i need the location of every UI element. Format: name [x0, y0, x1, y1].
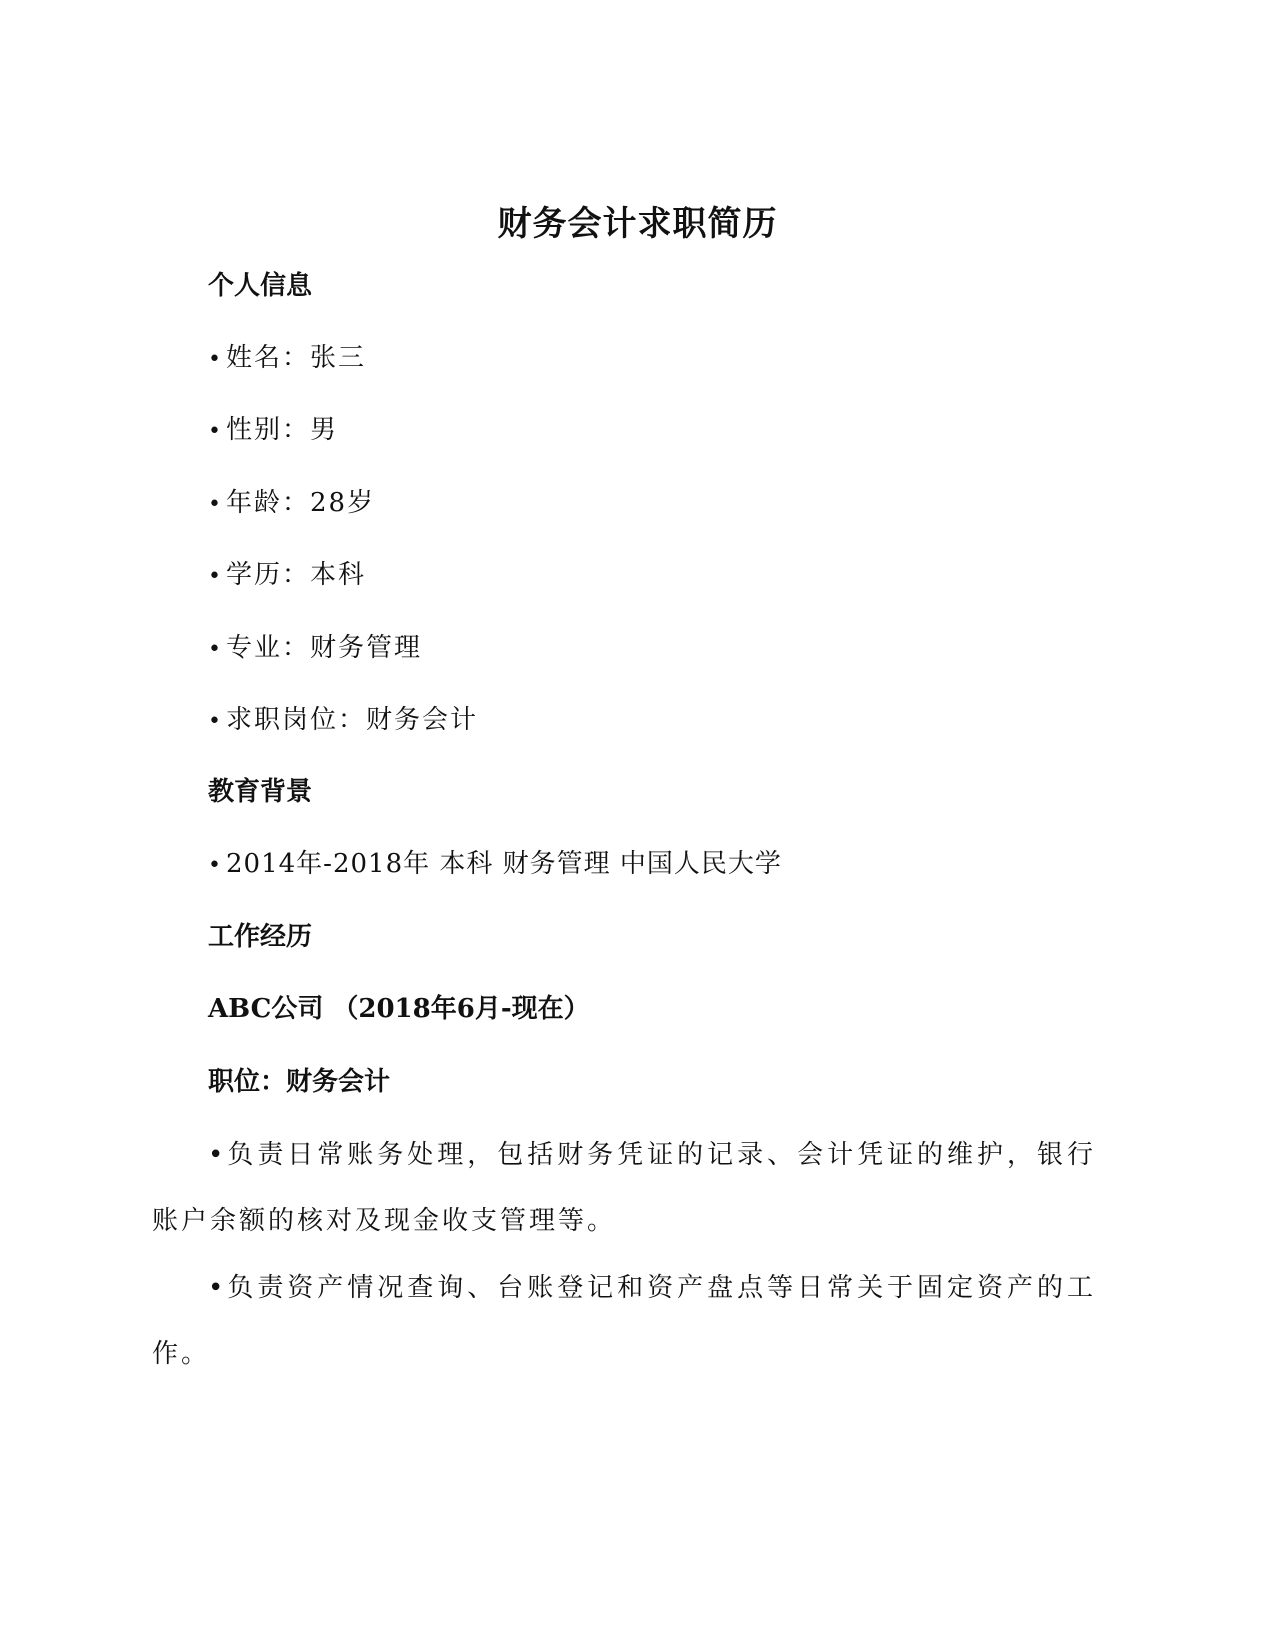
bullet-icon: • — [208, 419, 223, 444]
duty-text: 负责资产情况查询、台账登记和资产盘点等日常关于固定资产的工作。 — [152, 1273, 1096, 1369]
bullet-icon: • — [208, 347, 223, 372]
bullet-icon: • — [208, 492, 223, 517]
personal-info-education-text: 学历：本科 — [226, 560, 367, 590]
education-item — [208, 846, 782, 884]
education-item-text: 2014年-2018年 本科 财务管理 中国人民大学 — [226, 849, 782, 879]
position-line: 职位：财务会计 — [208, 1067, 391, 1097]
personal-info-item-age — [208, 485, 375, 523]
duty-paragraph — [152, 1122, 1096, 1254]
duty-text: 负责日常账务处理，包括财务凭证的记录、会计凭证的维护，银行账户余额的核对及现金收支管理等。 — [152, 1140, 1096, 1236]
bullet-icon: • — [208, 1273, 227, 1303]
bullet-icon: • — [208, 564, 223, 589]
personal-info-name-text: 姓名：张三 — [226, 343, 367, 373]
personal-info-item-position — [208, 702, 478, 740]
duty-paragraph — [152, 1255, 1096, 1387]
personal-info-item-education — [208, 557, 366, 595]
bullet-icon: • — [208, 1140, 227, 1170]
bullet-icon: • — [208, 853, 222, 878]
personal-info-position-text: 求职岗位：财务会计 — [226, 705, 479, 735]
bullet-icon: • — [208, 709, 223, 734]
section-heading-work-experience: 工作经历 — [208, 922, 313, 952]
personal-info-item-major — [208, 630, 422, 668]
company-line: ABC公司 （2018年6月-现在） — [208, 994, 590, 1024]
section-heading-personal-info: 个人信息 — [208, 271, 313, 301]
page-title: 财务会计求职简历 — [497, 204, 778, 244]
personal-info-gender-text: 性别：男 — [226, 415, 339, 445]
bullet-icon: • — [208, 637, 223, 662]
personal-info-major-text: 专业：财务管理 — [226, 633, 423, 663]
personal-info-age-text: 年龄：28岁 — [226, 488, 376, 518]
personal-info-item-name — [208, 340, 366, 378]
section-heading-education: 教育背景 — [208, 777, 313, 807]
personal-info-item-gender — [208, 412, 338, 450]
